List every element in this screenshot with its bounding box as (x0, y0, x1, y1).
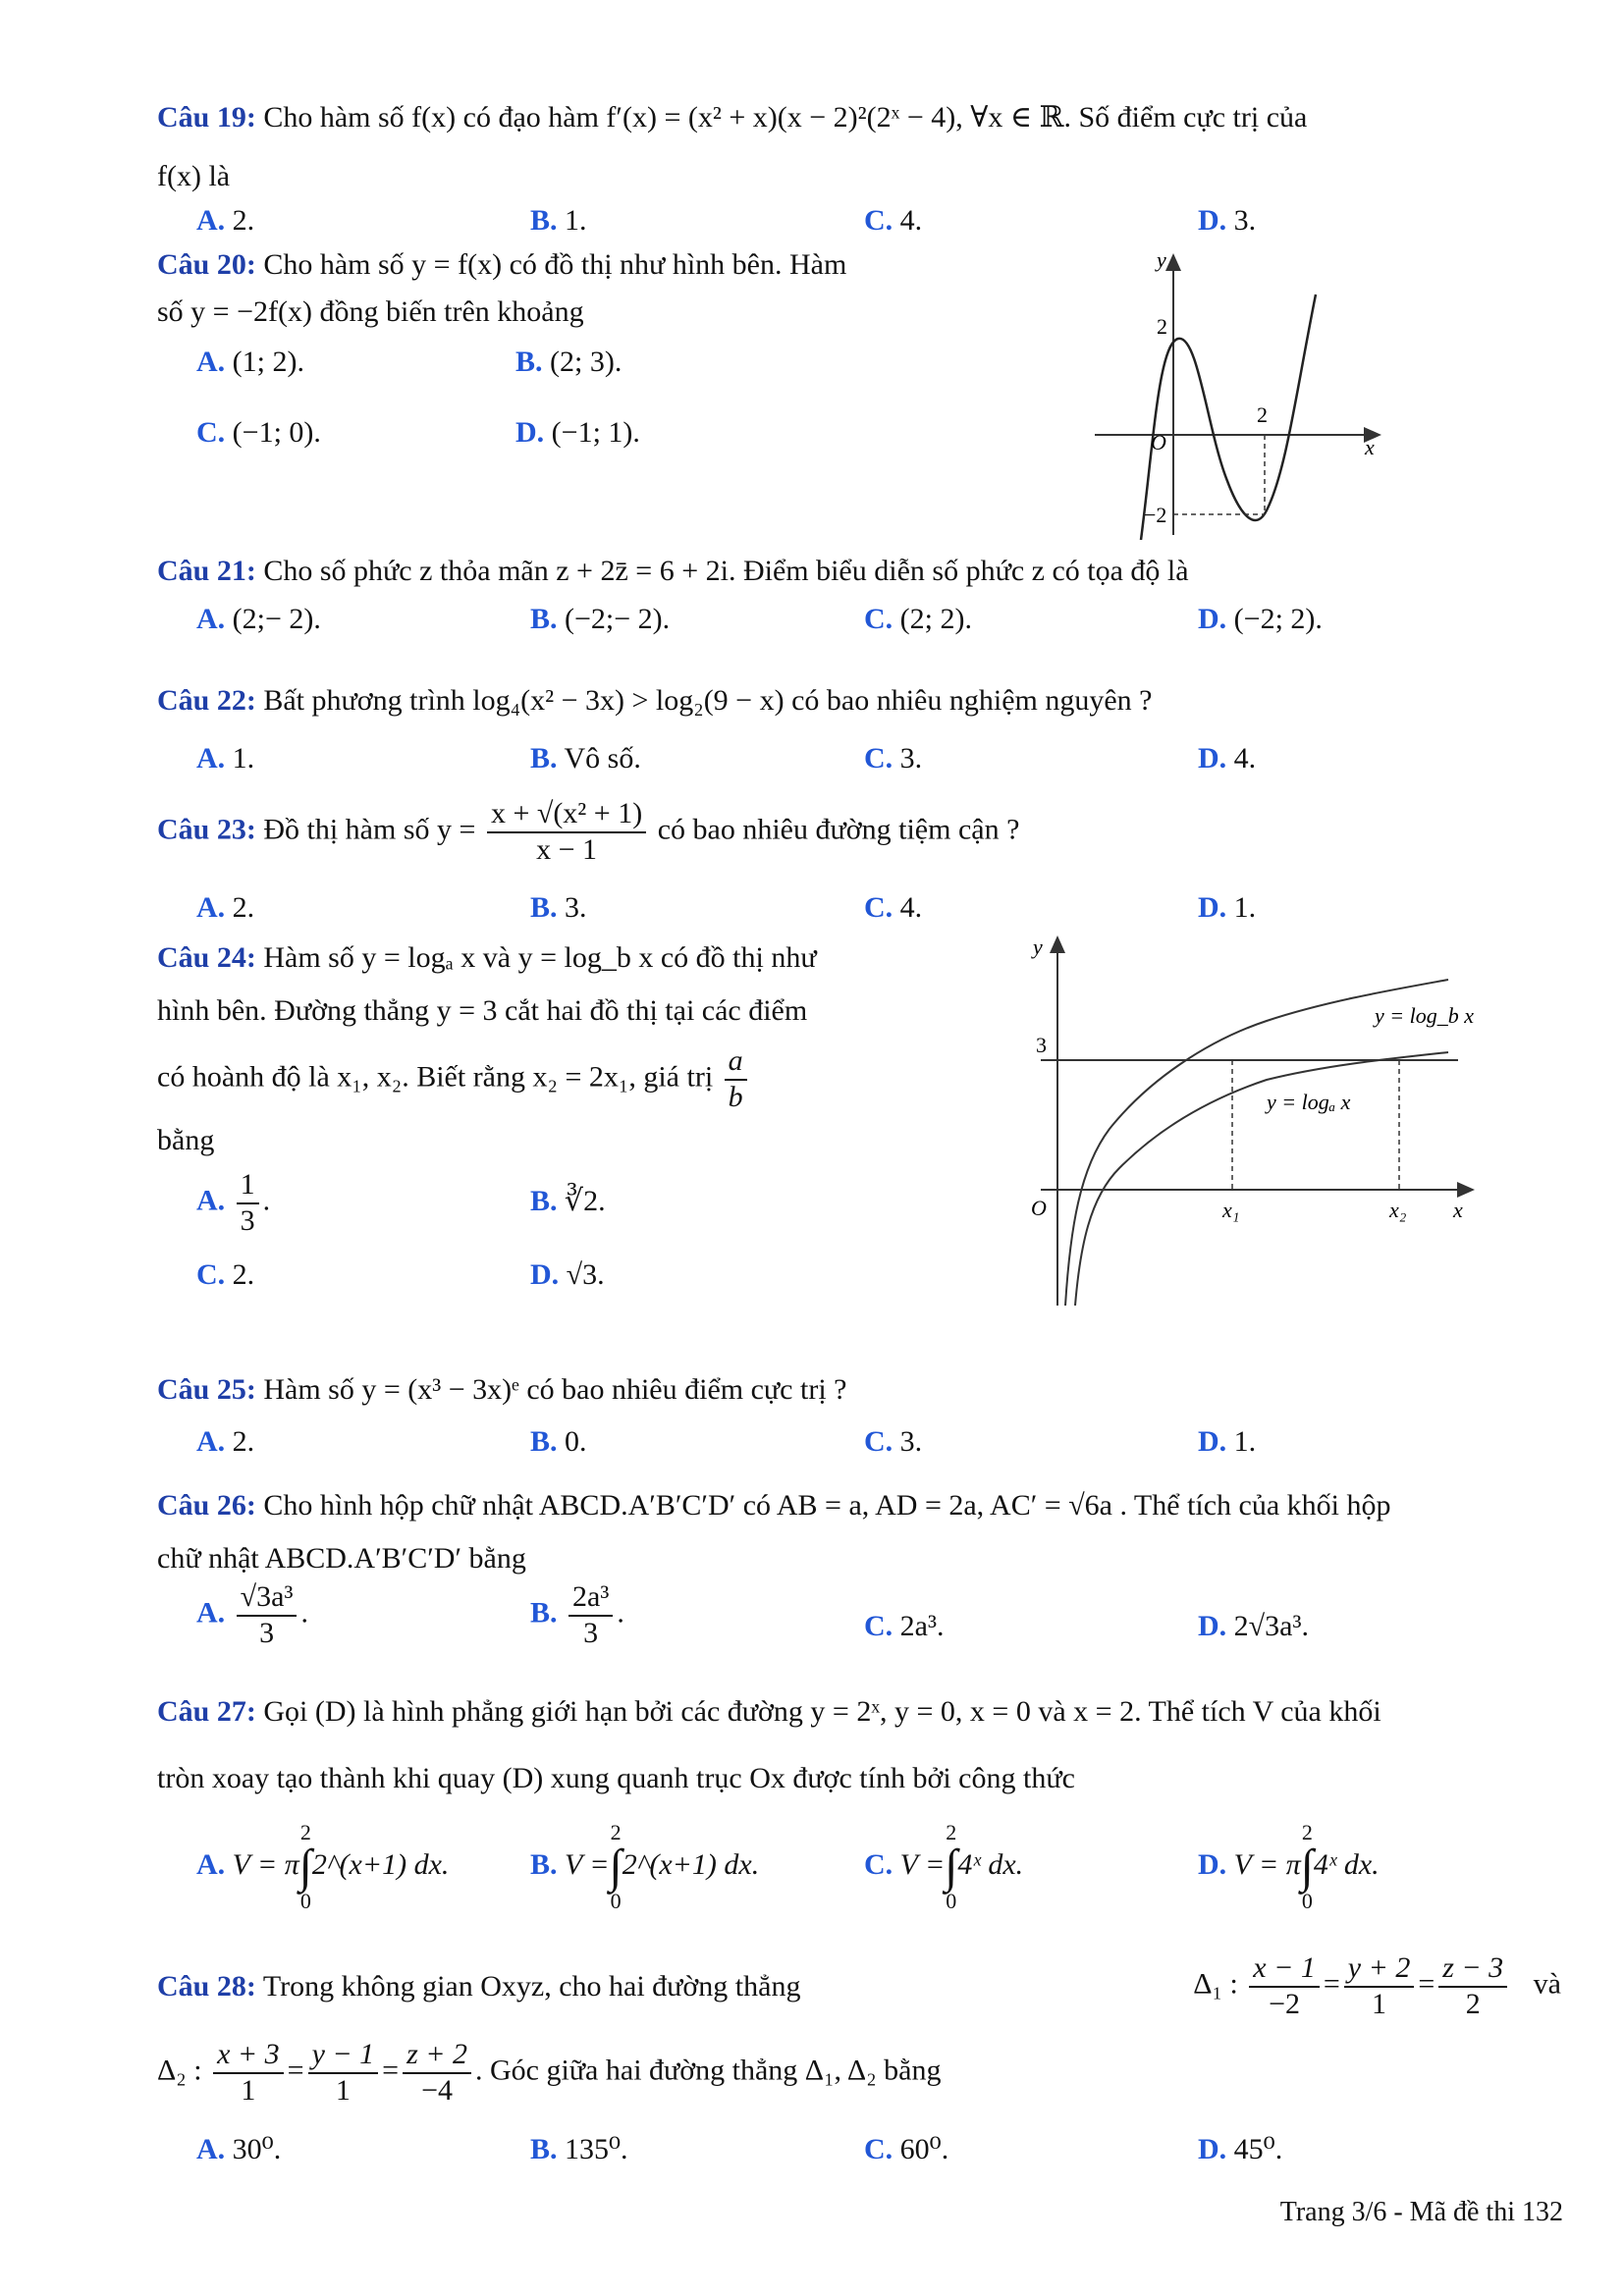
answer-option[interactable] (530, 891, 587, 925)
integrand: 4ˣ dx. (1313, 1847, 1380, 1881)
question-24-line4 (157, 1119, 903, 1162)
tick-label: 3 (1036, 1033, 1047, 1057)
question-text: hình bên. Đường thẳng y = 3 cắt hai đồ thị tại các điểm (157, 994, 808, 1027)
question-label: Câu 19: (157, 101, 256, 133)
answer-option[interactable] (530, 2132, 628, 2166)
option-text: 2√3a³. (1233, 1610, 1309, 1642)
option-text: 2. (232, 891, 255, 924)
option-letter: C. (864, 742, 893, 774)
answer-option[interactable] (196, 416, 321, 450)
answer-option[interactable] (1198, 1610, 1309, 1643)
answer-option[interactable] (1198, 204, 1256, 238)
option-letter: A. (196, 1184, 226, 1217)
origin-label: O (1031, 1196, 1047, 1220)
numerator: 2a³ (568, 1580, 613, 1617)
denominator: x − 1 (536, 832, 598, 866)
option-text: 1. (1233, 891, 1257, 924)
question-20 (157, 243, 943, 287)
lower-limit: 0 (610, 1889, 622, 1913)
answer-option[interactable] (196, 742, 254, 775)
question-text: f(x) là (157, 160, 231, 192)
log-graph (1011, 933, 1483, 1306)
x1-label: x₁ (1222, 1198, 1240, 1222)
question-label: Câu 25: (157, 1373, 256, 1406)
integral-sign: 2 ∫ 0 (298, 1820, 312, 1913)
question-label: Câu 21: (157, 555, 256, 587)
question-text: Cho hình hộp chữ nhật ABCD.A′B′C′D′ có AB = a, AD = 2a, AC′ = √6a . Thể tích của khối hộp (263, 1489, 1391, 1522)
option-letter: C. (864, 891, 893, 924)
answer-option[interactable] (196, 2132, 281, 2166)
numerator: x − 1 (1249, 1951, 1320, 1988)
option-letter: B. (530, 2133, 558, 2165)
answer-option[interactable] (196, 346, 304, 379)
option-letter: B. (530, 742, 558, 774)
question-text: có bao nhiêu đường tiệm cận ? (657, 813, 1020, 846)
option-text: (−2; 2). (1233, 603, 1323, 635)
fraction (237, 1580, 298, 1650)
denominator: 3 (259, 1616, 275, 1649)
fraction (308, 2038, 379, 2108)
option-letter: B. (530, 1185, 558, 1217)
question-28: Câu 28: Trong không gian Oxyz, cho hai đường thẳng Δ₁ : $\frac{x - 1}{-2}$ = $\frac{y + 2}{1}$ = $\frac{z - 3}{2}$ và (157, 1951, 1561, 2020)
lower-limit: 0 (299, 1889, 311, 1913)
answer-option[interactable]: B. $\frac{\text{2a³}}{3}$ . (530, 1580, 624, 1649)
option-text: 3. (899, 1425, 923, 1458)
denominator: 1 (335, 2073, 351, 2107)
answer-option[interactable] (530, 742, 641, 775)
question-26 (157, 1484, 1561, 1527)
curve-label: y = logₐ x (1267, 1090, 1351, 1114)
answer-option[interactable] (196, 1425, 254, 1459)
option-text: Vô số. (564, 742, 641, 774)
question-label: Câu 22: (157, 684, 256, 717)
numerator: 1 (237, 1168, 259, 1204)
question-text: số y = −2f(x) đồng biến trên khoảng (157, 295, 584, 328)
option-letter: A. (196, 891, 226, 924)
option-letter: D. (530, 1258, 560, 1291)
answer-option[interactable] (864, 891, 922, 925)
option-text: (−2;− 2). (565, 603, 671, 635)
question-text: Hàm số y = (x³ − 3x)ᵉ có bao nhiêu điểm cực trị ? (263, 1373, 847, 1406)
option-letter: A. (196, 204, 226, 237)
answer-option[interactable] (196, 603, 321, 636)
x2-label: x₂ (1389, 1198, 1407, 1222)
answer-option[interactable] (196, 1822, 449, 1912)
question-label: Câu 27: (157, 1695, 256, 1728)
answer-option[interactable] (864, 1822, 1023, 1912)
option-letter: D. (1198, 1847, 1227, 1881)
upper-limit: 2 (610, 1820, 622, 1844)
question-19-line2 (157, 155, 1561, 198)
option-text: 3. (899, 742, 923, 774)
option-text: 2. (232, 1258, 255, 1291)
option-letter: C. (196, 1258, 226, 1291)
integrand: 4ˣ dx. (957, 1847, 1024, 1881)
line-name: Δ₁ : (1193, 1967, 1238, 2001)
numerator: x + √(x² + 1) (487, 797, 646, 833)
option-letter: D. (1198, 891, 1227, 924)
option-text: 45⁰. (1233, 2133, 1283, 2165)
answer-option[interactable] (864, 204, 922, 238)
option-text: 30⁰. (232, 2133, 282, 2165)
option-letter: B. (530, 1425, 558, 1458)
option-letter: C. (864, 1425, 893, 1458)
option-text: 2. (232, 1425, 255, 1458)
option-text: 3. (565, 891, 587, 924)
option-letter: C. (864, 603, 893, 635)
option-letter: D. (1198, 204, 1227, 237)
answer-option[interactable] (1198, 603, 1323, 636)
answer-option[interactable] (1198, 1822, 1380, 1912)
answer-option[interactable] (864, 603, 972, 636)
option-letter: C. (864, 1610, 893, 1642)
answer-option[interactable] (515, 416, 640, 450)
option-text: V = π (232, 1847, 299, 1881)
fraction (237, 1168, 259, 1238)
option-letter: C. (196, 416, 226, 449)
origin-label: O (1151, 430, 1166, 454)
numerator: a (725, 1044, 747, 1081)
option-text: 4. (899, 891, 923, 924)
y-axis-label: y (1033, 934, 1043, 959)
integral-sign: 2 ∫ 0 (609, 1820, 623, 1913)
option-text: 2a³. (899, 1610, 945, 1642)
question-text: Bất phương trình log₄(x² − 3x) > log₂(9 − x) có bao nhiêu nghiệm nguyên ? (263, 684, 1153, 717)
numerator: z − 3 (1438, 1951, 1507, 1988)
question-text: và (1533, 1967, 1561, 2001)
numerator: y − 1 (308, 2038, 379, 2074)
answer-option[interactable] (864, 1425, 922, 1459)
option-letter: B. (530, 1847, 558, 1881)
question-text: có hoành độ là x₁, x₂. Biết rằng x₂ = 2x₁, giá trị (157, 1060, 714, 1094)
question-text: Hàm số y = logₐ x và y = log_b x có đồ thị như (263, 941, 817, 974)
option-text: 60⁰. (899, 2133, 949, 2165)
question-text: Gọi (D) là hình phẳng giới hạn bởi các đường y = 2ˣ, y = 0, x = 0 và x = 2. Thể tích V của khối (263, 1695, 1381, 1728)
tick-label: 2 (1157, 314, 1167, 339)
answer-option[interactable] (196, 891, 254, 925)
option-text: (−1; 1). (551, 416, 640, 449)
denominator: 3 (240, 1203, 255, 1237)
answer-option[interactable] (1198, 2132, 1282, 2166)
question-19 (157, 96, 1561, 139)
fraction (568, 1580, 613, 1650)
option-letter: A. (196, 1596, 226, 1629)
option-letter: D. (1198, 1425, 1227, 1458)
answer-option[interactable] (1198, 1425, 1256, 1459)
option-text: (2; 2). (899, 603, 972, 635)
question-label: Câu 20: (157, 248, 256, 281)
answer-option[interactable] (1198, 891, 1256, 925)
x-axis-label: x (1453, 1198, 1463, 1222)
line-name: Δ₂ : (157, 2054, 202, 2087)
option-letter: C. (864, 2133, 893, 2165)
answer-option[interactable] (864, 742, 922, 775)
option-letter: B. (530, 204, 558, 237)
option-letter: D. (515, 416, 545, 449)
option-text: 3. (1233, 204, 1257, 237)
option-letter: C. (864, 1847, 893, 1881)
lower-limit: 0 (946, 1889, 957, 1913)
option-text: 1. (565, 204, 587, 237)
option-letter: A. (196, 346, 226, 378)
answer-option[interactable]: A. $\frac{\text{√3a³}}{3}$ . (196, 1580, 308, 1649)
option-letter: D. (1198, 1610, 1227, 1642)
answer-option[interactable] (530, 204, 587, 238)
option-letter: A. (196, 1425, 226, 1458)
option-text: V = π (1233, 1847, 1301, 1881)
answer-option[interactable] (196, 204, 254, 238)
fraction (725, 1044, 747, 1114)
answer-option[interactable] (864, 1610, 944, 1643)
question-21 (157, 550, 1561, 593)
denominator: b (728, 1080, 743, 1113)
denominator: −4 (421, 2073, 453, 2107)
question-22 (157, 679, 1561, 722)
option-text: √3. (566, 1258, 605, 1291)
question-26-line2 (157, 1537, 1561, 1580)
question-label: Câu 24: (157, 941, 256, 974)
option-letter: B. (530, 891, 558, 924)
question-27-line2 (157, 1757, 1561, 1800)
question-label: Câu 28: (157, 1969, 256, 2002)
option-letter: A. (196, 742, 226, 774)
fraction (213, 2038, 284, 2108)
option-letter: A. (196, 1847, 226, 1881)
option-letter: D. (1198, 2133, 1227, 2165)
question-text: Cho hàm số f(x) có đạo hàm f′(x) = (x² + x)(x − 2)²(2ˣ − 4), ∀x ∈ ℝ. Số điểm cực trị của (263, 101, 1308, 133)
fraction (403, 2038, 471, 2108)
answer-option[interactable] (530, 1822, 759, 1912)
option-text: 4. (899, 204, 923, 237)
question-label: Câu 23: (157, 813, 256, 846)
question-27 (157, 1690, 1561, 1734)
numerator: x + 3 (213, 2038, 284, 2074)
option-letter: A. (196, 2133, 226, 2165)
option-text: (−1; 0). (232, 416, 321, 449)
curve-log-b (1065, 980, 1448, 1306)
numerator: √3a³ (237, 1580, 298, 1617)
option-text: (2; 3). (550, 346, 623, 378)
answer-option[interactable] (530, 603, 670, 636)
option-text: V = (565, 1847, 610, 1881)
option-letter: A. (196, 603, 226, 635)
option-text: (2;− 2). (232, 603, 321, 635)
lower-limit: 0 (1301, 1889, 1313, 1913)
denominator: 3 (583, 1616, 599, 1649)
option-text: 2. (232, 204, 255, 237)
denominator: 1 (1372, 1987, 1387, 2020)
option-letter: B. (530, 603, 558, 635)
question-text: bằng (157, 1124, 215, 1156)
question-28-line2: Δ₂ : $\frac{x + 3}{1}$ = $\frac{y - 1}{1}$ = $\frac{z + 2}{-4}$ . Góc giữa hai đường thẳng Δ₁, Δ₂ bằng (157, 2038, 942, 2107)
answer-option[interactable] (530, 1425, 587, 1459)
option-letter: B. (530, 1596, 558, 1629)
option-text: (1; 2). (232, 346, 304, 378)
option-text: V = (899, 1847, 946, 1881)
answer-option[interactable] (530, 1258, 605, 1292)
cubic-graph (1090, 245, 1384, 540)
answer-option[interactable]: A. $\frac{1}{3}$ . (196, 1168, 271, 1237)
integrand: 2^(x+1) dx. (311, 1847, 450, 1881)
question-text: chữ nhật ABCD.A′B′C′D′ bằng (157, 1542, 526, 1575)
question-text: . Góc giữa hai đường thẳng Δ₁, Δ₂ bằng (474, 2054, 942, 2087)
numerator: z + 2 (403, 2038, 471, 2074)
option-text: 1. (232, 742, 255, 774)
integrand: 2^(x+1) dx. (622, 1847, 760, 1881)
question-text: Trong không gian Oxyz, cho hai đường thẳng (262, 1969, 801, 2002)
answer-option[interactable] (515, 346, 622, 379)
answer-option[interactable] (196, 1258, 254, 1292)
option-letter: B. (515, 346, 543, 378)
denominator: 2 (1465, 1987, 1481, 2020)
tick-label: 2 (1257, 402, 1268, 427)
fraction (487, 797, 646, 867)
x-axis-label: x (1365, 435, 1375, 459)
question-25 (157, 1368, 1561, 1412)
question-label: Câu 26: (157, 1489, 256, 1522)
y-axis-label: y (1157, 247, 1166, 272)
option-letter: D. (1198, 742, 1227, 774)
page-footer: Trang 3/6 - Mã đề thi 132 (1279, 2197, 1563, 2227)
option-letter: D. (1198, 603, 1227, 635)
option-text: 4. (1233, 742, 1257, 774)
question-24 (157, 936, 903, 980)
upper-limit: 2 (299, 1820, 311, 1844)
question-23 (157, 797, 1561, 867)
answer-option[interactable] (1198, 742, 1256, 775)
option-letter: C. (864, 204, 893, 237)
answer-option[interactable] (864, 2132, 948, 2166)
integral-sign: 2 ∫ 0 (945, 1820, 958, 1913)
integral-sign: 2 ∫ 0 (1300, 1820, 1314, 1913)
curve-label: y = log_b x (1375, 1003, 1474, 1028)
upper-limit: 2 (946, 1820, 957, 1844)
denominator: −2 (1269, 1987, 1301, 2020)
denominator: 1 (241, 2073, 256, 2107)
question-text: tròn xoay tạo thành khi quay (D) xung quanh trục Ox được tính bởi công thức (157, 1762, 1075, 1794)
question-text: Cho hàm số y = f(x) có đồ thị như hình bên. Hàm (263, 248, 847, 281)
option-text: 0. (565, 1425, 587, 1458)
question-24-line3 (157, 1044, 903, 1114)
option-text: 135⁰. (565, 2133, 628, 2165)
fraction (1249, 1951, 1320, 2021)
tick-label: −2 (1144, 503, 1167, 527)
answer-option[interactable] (530, 1184, 606, 1218)
fraction (1438, 1951, 1507, 2021)
question-20-line2 (157, 291, 943, 334)
fraction (1344, 1951, 1415, 2021)
numerator: y + 2 (1344, 1951, 1415, 1988)
option-text: 1. (1233, 1425, 1257, 1458)
curve-log-a (1075, 1052, 1448, 1306)
question-text: Cho số phức z thỏa mãn z + 2z̄ = 6 + 2i. Điểm biểu diễn số phức z có tọa độ là (263, 555, 1189, 587)
question-text: Đồ thị hàm số y = (263, 813, 476, 846)
upper-limit: 2 (1301, 1820, 1313, 1844)
option-text: ∛2. (565, 1185, 606, 1217)
question-24-line2 (157, 989, 903, 1033)
